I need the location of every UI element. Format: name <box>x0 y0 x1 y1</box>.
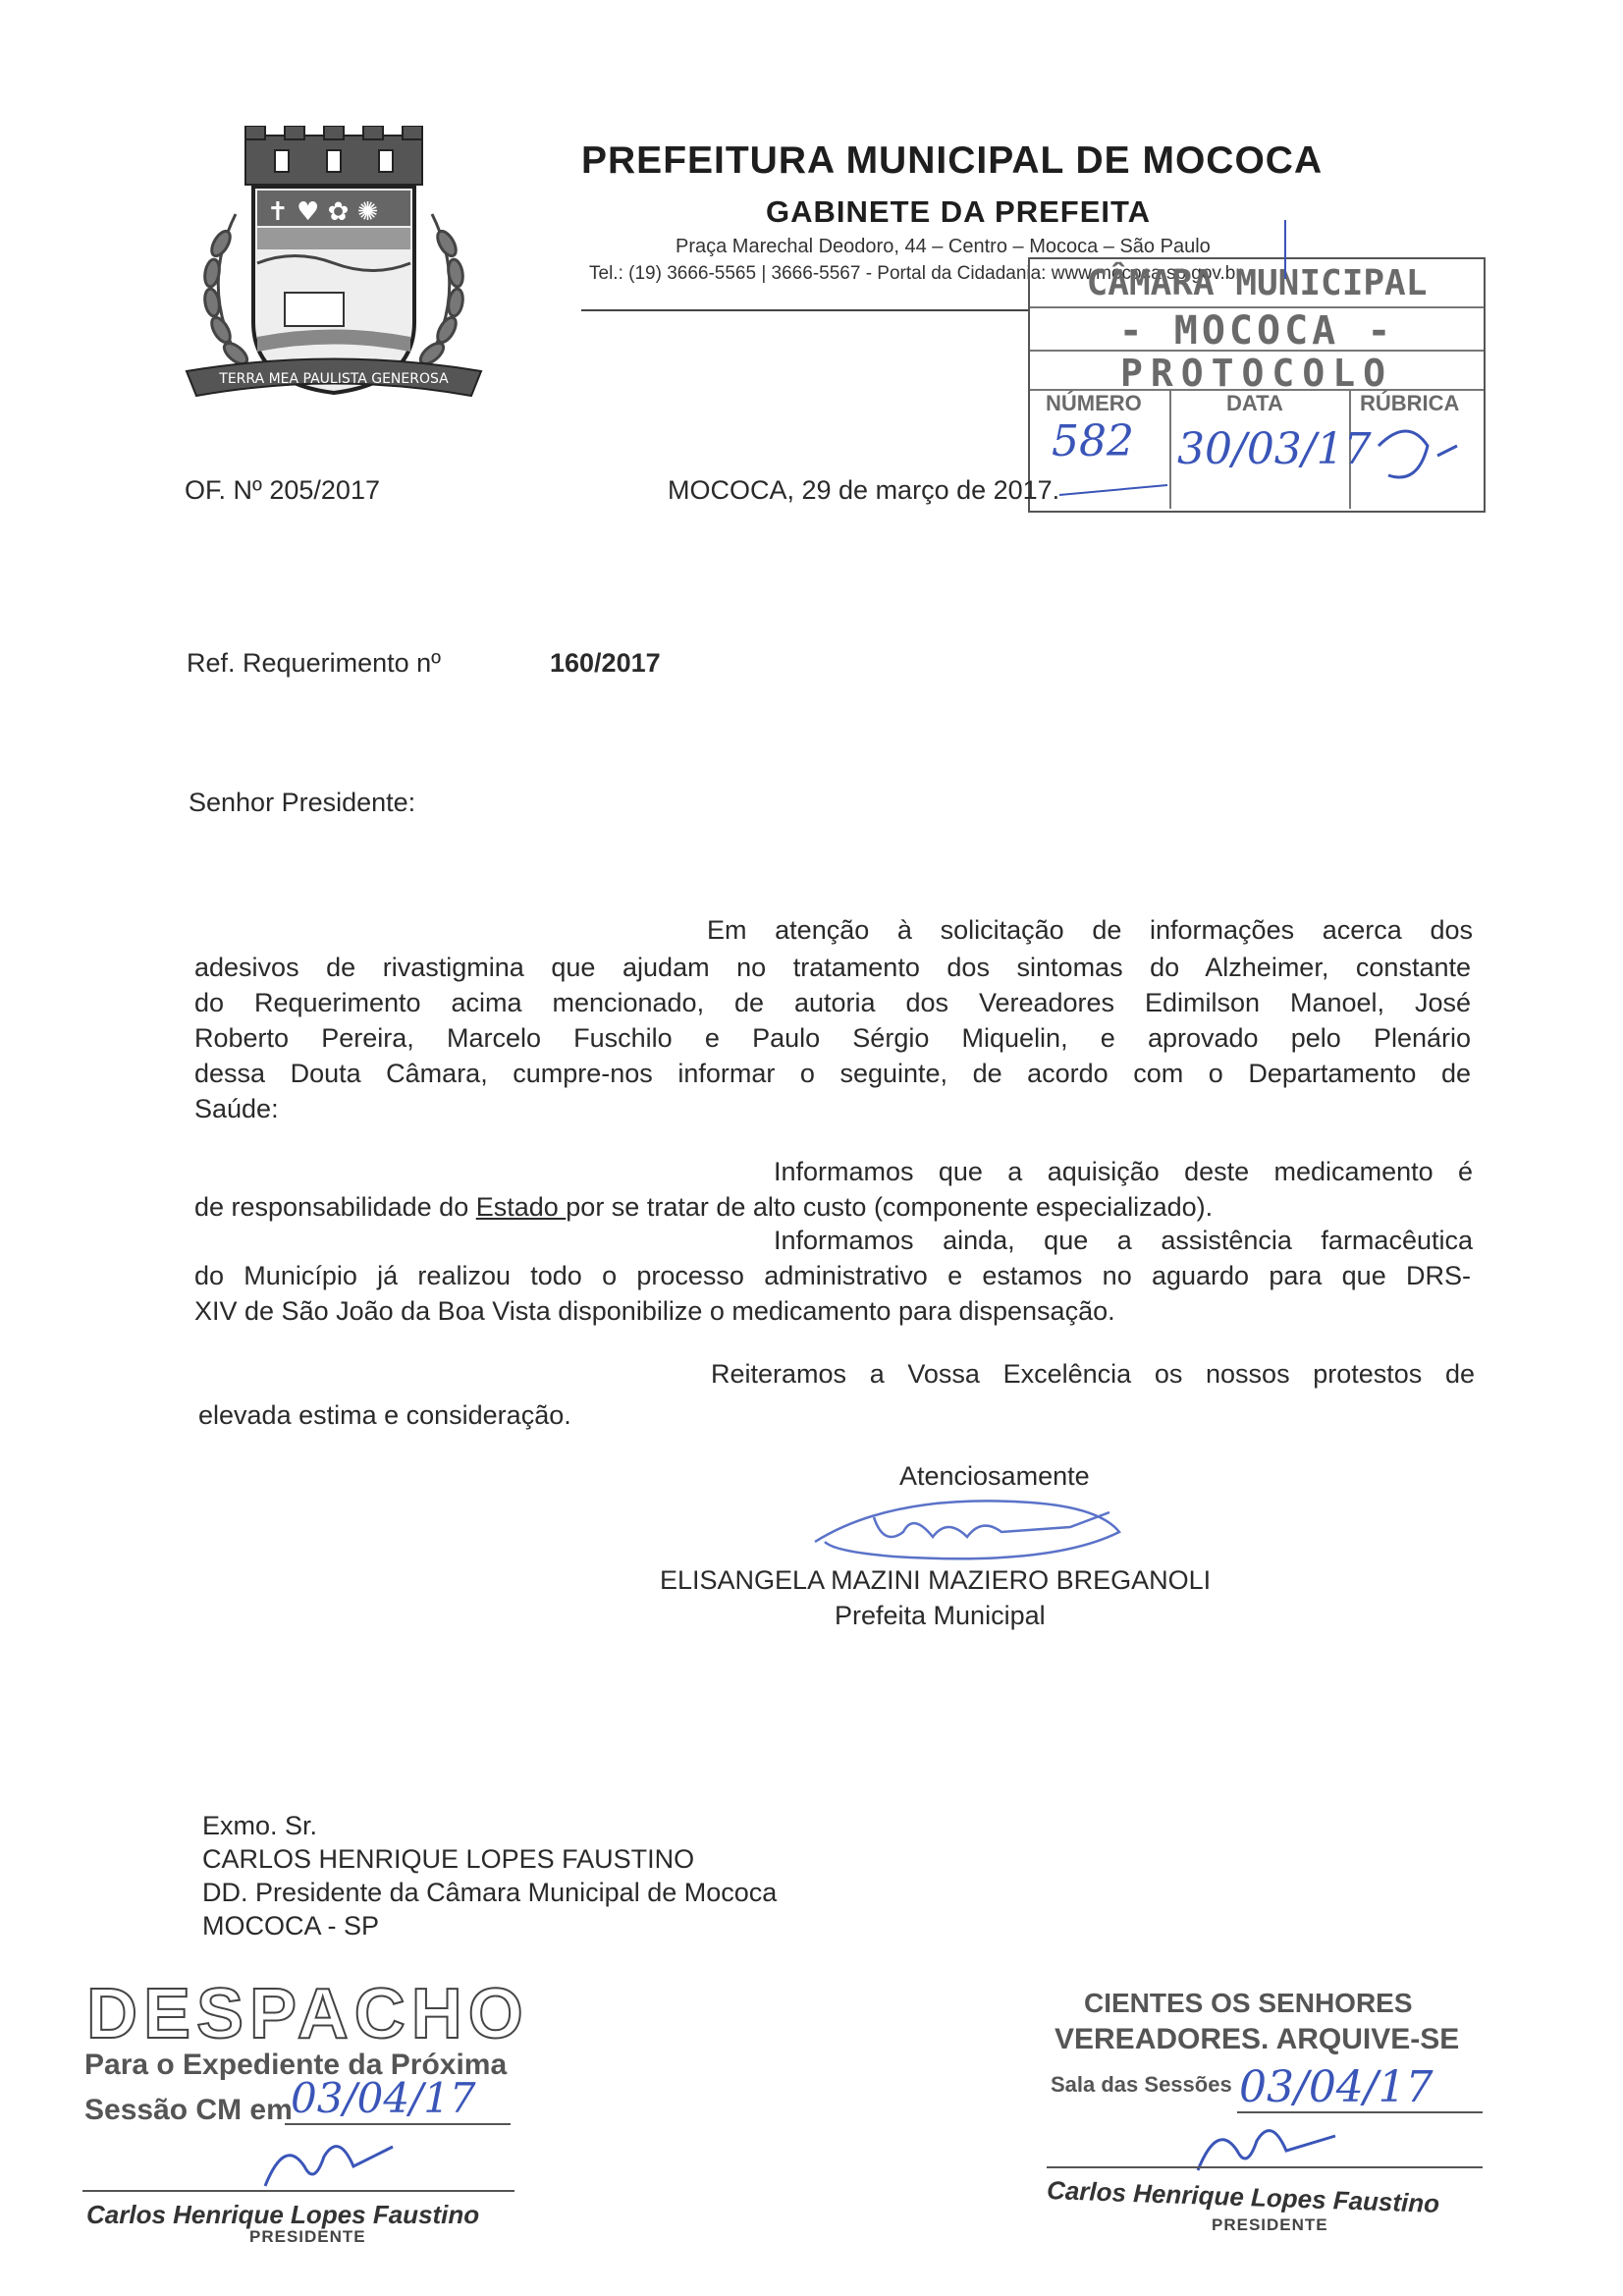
laurel-left-icon <box>203 214 251 371</box>
office-number: OF. Nº 205/2017 <box>185 475 380 505</box>
paragraph2-text-a: de responsabilidade do <box>194 1192 476 1222</box>
sign-off: Atenciosamente <box>899 1461 1090 1491</box>
ref-number: 160/2017 <box>550 648 661 678</box>
paragraph3-line3: XIV de São João da Boa Vista disponibilize o medicamento para dispensação. <box>194 1296 1115 1326</box>
cientes-line2: VEREADORES. ARQUIVE-SE <box>1055 2023 1460 2055</box>
stamp-line-camara: CÂMARA MUNICIPAL <box>1086 263 1428 303</box>
stamp-line-mococa: - MOCOCA - <box>1118 308 1395 354</box>
municipal-crest <box>177 126 491 420</box>
page-title: PREFEITURA MUNICIPAL DE MOCOCA <box>581 139 1324 182</box>
closing-line2: elevada estima e consideração. <box>198 1400 571 1430</box>
despacho-line1: Para o Expediente da Próxima <box>84 2049 508 2081</box>
stamp-col-data: DATA <box>1226 391 1283 415</box>
recipient-salutation: Exmo. Sr. <box>202 1811 318 1840</box>
cientes-name: Carlos Henrique Lopes Faustino <box>1046 2175 1440 2218</box>
cientes-role: PRESIDENTE <box>1212 2215 1328 2234</box>
recipient-title: DD. Presidente da Câmara Municipal de Mococa <box>202 1878 778 1907</box>
cientes-date: 03/04/17 <box>1239 2062 1434 2112</box>
city-date: MOCOCA, 29 de março de 2017. <box>668 475 1060 505</box>
paragraph2-line1: Informamos que a aquisição deste medicamento é <box>774 1157 1473 1186</box>
signatory-title: Prefeita Municipal <box>835 1601 1046 1630</box>
recipient-name: CARLOS HENRIQUE LOPES FAUSTINO <box>202 1844 695 1874</box>
header-address: Praça Marechal Deodoro, 44 – Centro – Mococa – São Paulo <box>676 236 1211 257</box>
stamp-line-protocolo: PROTOCOLO <box>1120 352 1393 395</box>
mural-crown-icon <box>245 126 422 185</box>
paragraph2-line2 <box>194 1194 1213 1221</box>
paragraph1-line6: Saúde: <box>194 1094 279 1123</box>
stamp-numero-value: 582 <box>1052 416 1134 466</box>
despacho-role: PRESIDENTE <box>249 2227 366 2246</box>
paragraph1-line5: dessa Douta Câmara, cumpre-nos informar o seguinte, de acordo com o Departamento de <box>194 1059 1471 1088</box>
stamp-data-value: 30/03/17 <box>1177 424 1372 474</box>
despacho-date: 03/04/17 <box>291 2074 476 2122</box>
paragraph1-line1: Em atenção à solicitação de informações acerca dos <box>707 915 1473 945</box>
page-subtitle: GABINETE DA PREFEITA <box>766 194 1152 229</box>
paragraph2-text-b: por se tratar de alto custo (componente especializado). <box>566 1192 1214 1222</box>
svg-text:✝ ♥ ✿ ✺: ✝ ♥ ✿ ✺ <box>267 197 379 227</box>
protocol-stamp <box>1028 257 1486 513</box>
cientes-line1: CIENTES OS SENHORES <box>1084 1988 1413 2018</box>
despacho-line2: Sessão CM em <box>84 2094 293 2126</box>
paragraph1-line4: Roberto Pereira, Marcelo Fuschilo e Paulo Sérgio Miquelin, e aprovado pelo Plenário <box>194 1023 1471 1053</box>
paragraph3-line2: do Município já realizou todo o processo administrativo e estamos no aguardo para que DRS- <box>194 1261 1471 1290</box>
stamp-col-numero: NÚMERO <box>1046 391 1142 415</box>
ref-label: Ref. Requerimento nº <box>187 648 441 678</box>
paragraph3-line1: Informamos ainda, que a assistência farmacêutica <box>774 1226 1473 1255</box>
despacho-initials-icon <box>245 2127 403 2196</box>
despacho-name: Carlos Henrique Lopes Faustino <box>86 2200 480 2229</box>
paragraph1-line3: do Requerimento acima mencionado, de autoria dos Vereadores Edimilson Manoel, José <box>194 988 1471 1017</box>
recipient-city: MOCOCA - SP <box>202 1911 380 1941</box>
cientes-initials-icon <box>1178 2111 1345 2180</box>
stamp-col-rubrica: RÚBRICA <box>1360 391 1460 415</box>
crest-motto: TERRA MEA PAULISTA GENEROSA <box>219 371 449 387</box>
despacho-stamp-title: DESPACHO <box>86 1975 529 2053</box>
cientes-line3: Sala das Sessões <box>1051 2072 1232 2097</box>
header-contact: Tel.: (19) 3666-5565 | 3666-5567 - Portal da Cidadania: www.mococa.sp.gov.br <box>589 263 1242 284</box>
closing-line1: Reiteramos a Vossa Excelência os nossos protestos de <box>711 1359 1475 1389</box>
salutation: Senhor Presidente: <box>189 788 416 817</box>
paragraph1-line2: adesivos de rivastigmina que ajudam no tratamento dos sintomas do Alzheimer, constante <box>194 953 1471 982</box>
signatory-name: ELISANGELA MAZINI MAZIERO BREGANOLI <box>660 1565 1212 1595</box>
laurel-right-icon <box>417 214 465 371</box>
paragraph2-text-underlined: Estado <box>475 1192 567 1222</box>
